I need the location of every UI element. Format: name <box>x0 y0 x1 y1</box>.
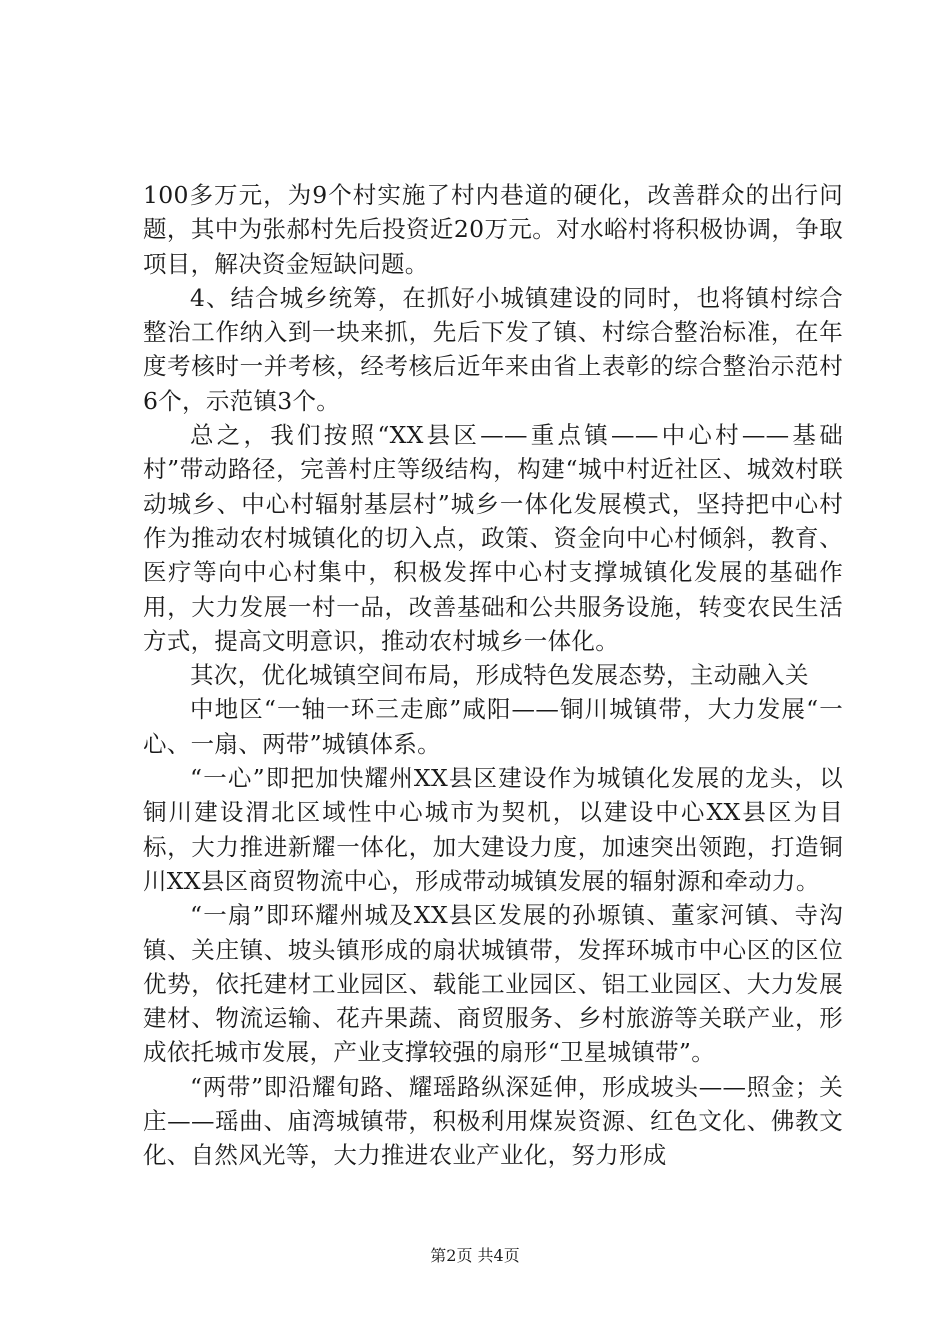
paragraph-6: “一心”即把加快耀州XX县区建设作为城镇化发展的龙头，以铜川建设渭北区域性中心城市为契机，以建设中心XX县区为目标，大力推进新耀一体化，加大建设力度，加速突出领跑，打造铜川XX县区商贸物流中心，形成带动城镇发展的辐射源和牵动力。 <box>143 764 843 895</box>
paragraph-2: 4、结合城乡统筹，在抓好小城镇建设的同时，也将镇村综合整治工作纳入到一块来抓，先后下发了镇、村综合整治标准，在年度考核时一并考核，经考核后近年来由省上表彰的综合整治示范村6个，示范镇3个。 <box>143 283 843 415</box>
paragraph-5: 中地区“一轴一环三走廊”咸阳——铜川城镇带，大力发展“一心、一扇、两带”城镇体系。 <box>143 695 843 758</box>
paragraph-3: 总之，我们按照“XX县区——重点镇——中心村——基础村”带动路径，完善村庄等级结构，构建“城中村近社区、城效村联动城乡、中心村辐射基层村”城乡一体化发展模式，坚持把中心村作为推动农村城镇化的切入点，政策、资金向中心村倾斜，教育、医疗等向中心村集中，积极发挥中心村支撑城镇化发展的基础作用，大力发展一村一品，改善基础和公共服务设施，转变农民生活方式，提高文明意识，推动农村城乡一体化。 <box>143 421 843 655</box>
paragraph-7: “一扇”即环耀州城及XX县区发展的孙塬镇、董家河镇、寺沟镇、关庄镇、坡头镇形成的扇状城镇带，发挥环城市中心区的区位优势，依托建材工业园区、载能工业园区、铝工业园区、大力发展建材、物流运输、花卉果蔬、商贸服务、乡村旅游等关联产业，形成依托城市发展，产业支撑较强的扇形“卫星城镇带”。 <box>143 901 843 1067</box>
paragraph-8: “两带”即沿耀旬路、耀瑶路纵深延伸，形成坡头——照金；关庄——瑶曲、庙湾城镇带，积极利用煤炭资源、红色文化、佛教文化、自然风光等，大力推进农业产业化，努力形成 <box>143 1072 843 1170</box>
paragraph-1: 100多万元，为9个村实施了村内巷道的硬化，改善群众的出行问题，其中为张郝村先后投资近20万元。对水峪村将积极协调，争取项目，解决资金短缺问题。 <box>143 181 843 278</box>
document-body <box>143 178 843 1173</box>
page-footer: 第2页 共4页 <box>430 1246 520 1265</box>
paragraph-4: 其次，优化城镇空间布局，形成特色发展态势，主动融入关 <box>190 661 809 690</box>
